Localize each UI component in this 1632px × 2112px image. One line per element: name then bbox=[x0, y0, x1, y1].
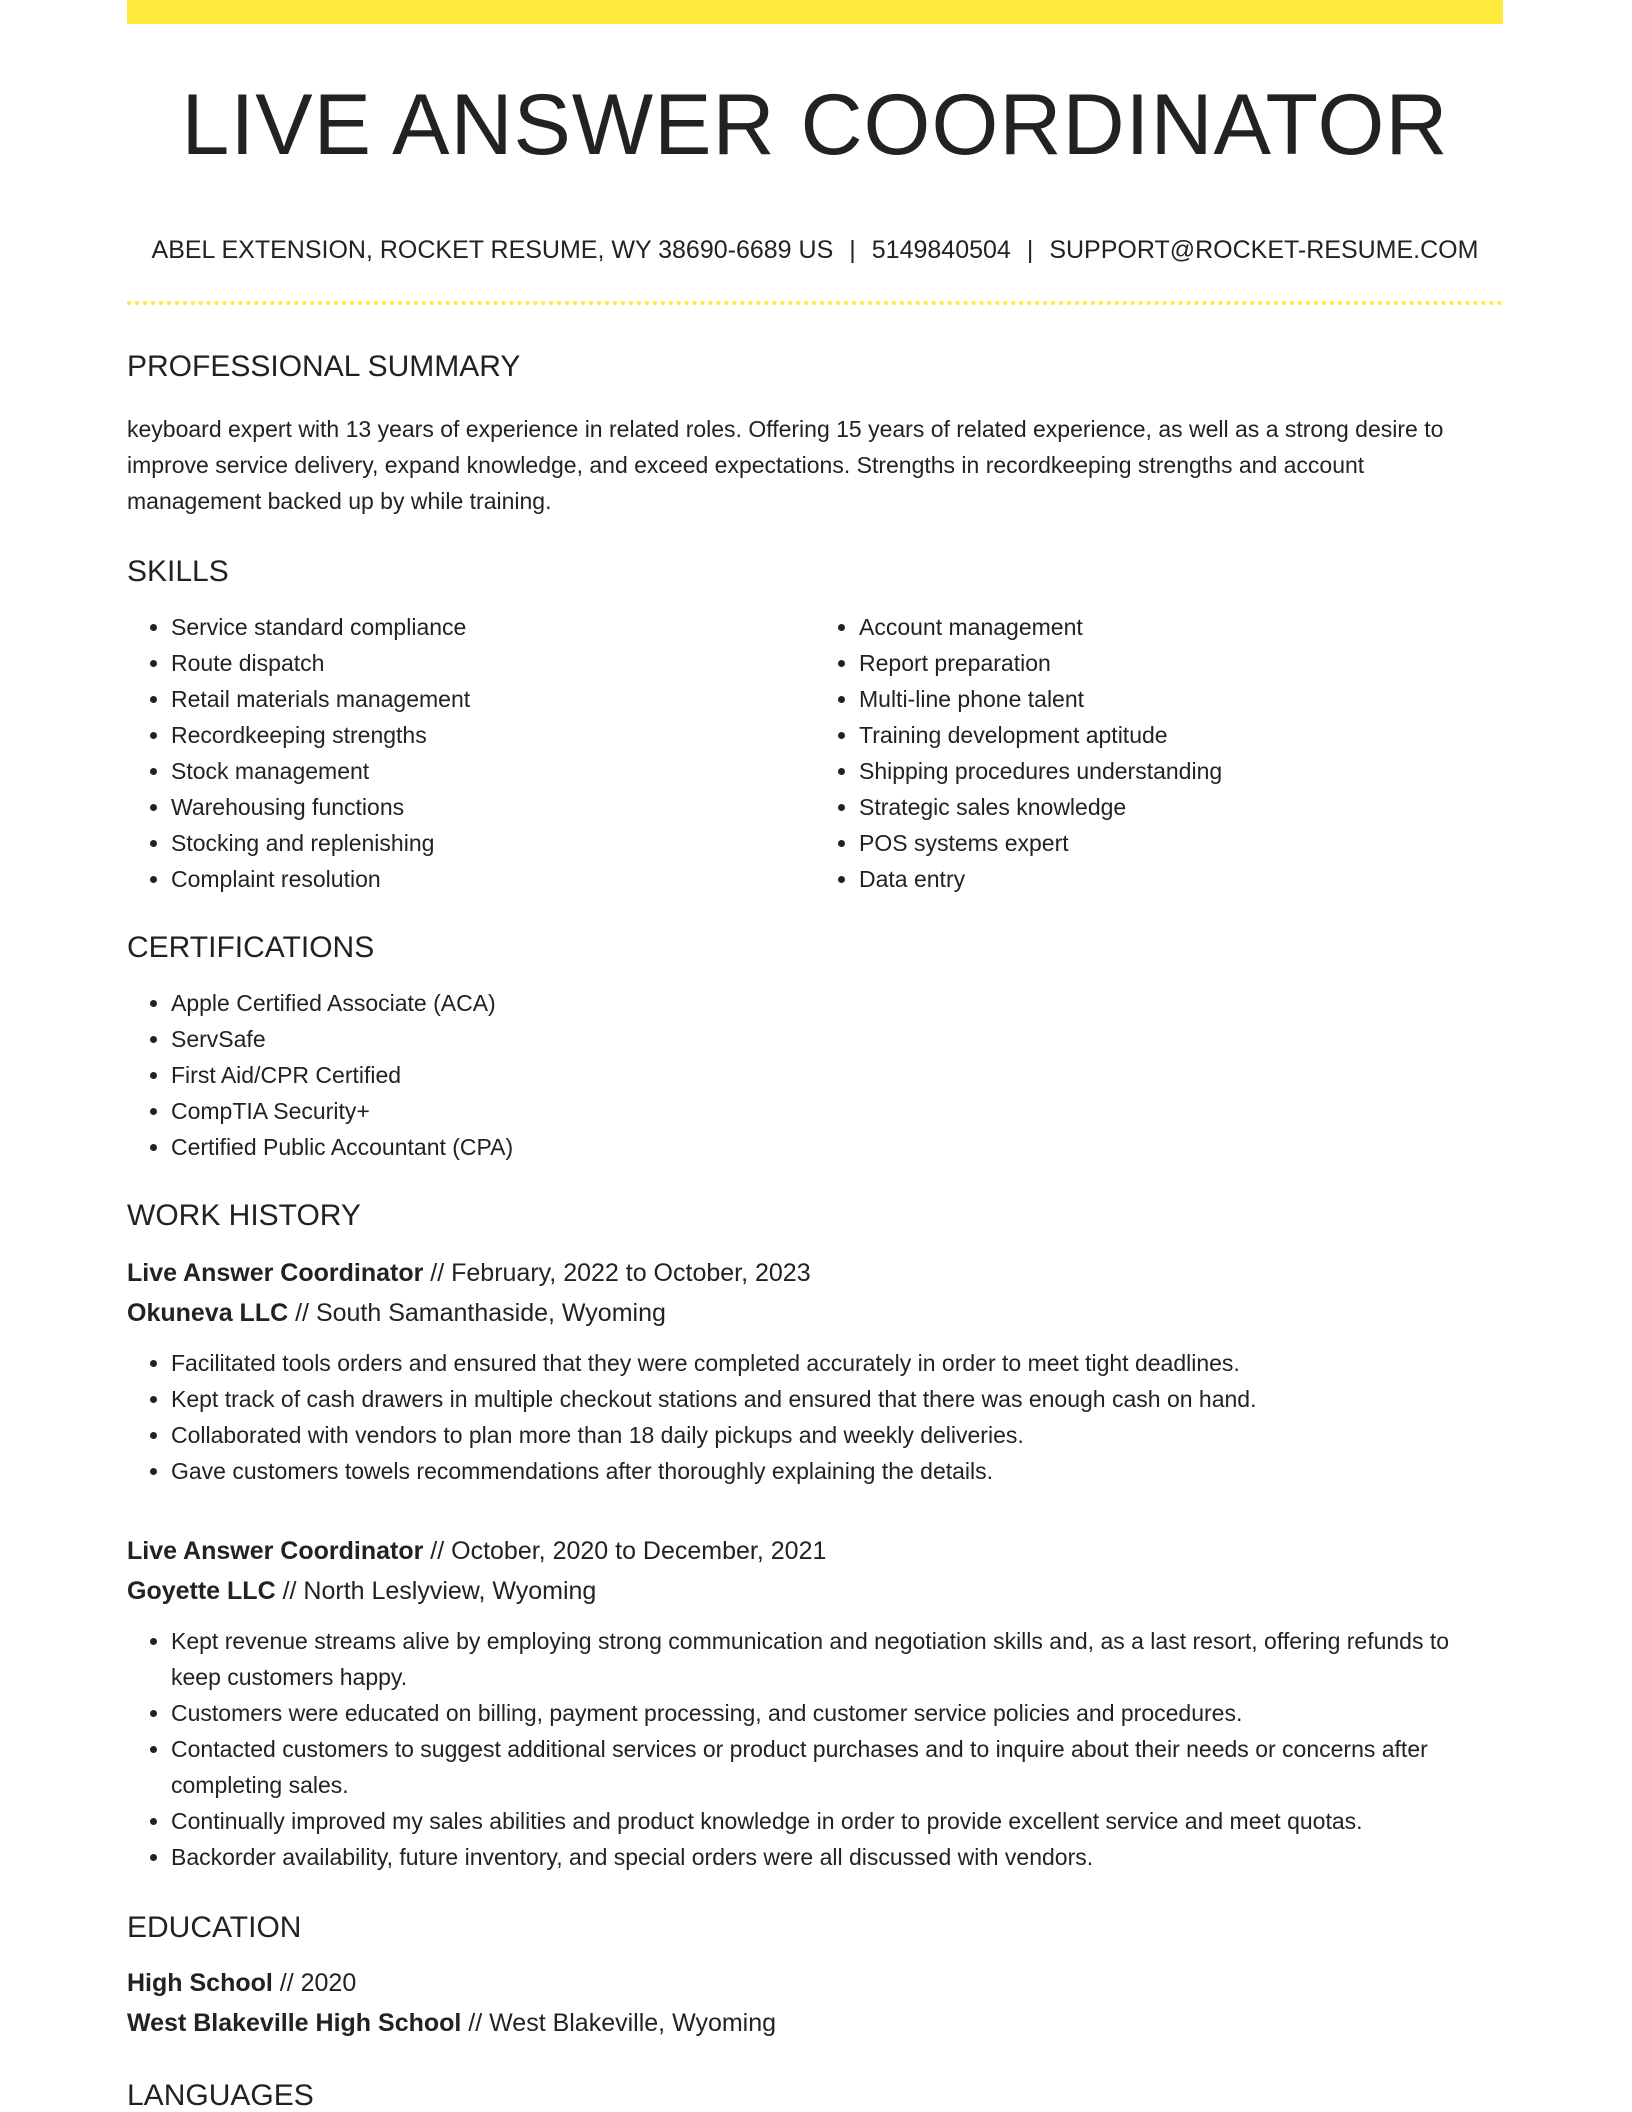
job-title: Live Answer Coordinator bbox=[127, 1259, 424, 1287]
job-bullet: • Facilitated tools orders and ensured that they were completed accurately in order to meet tight deadlines. bbox=[171, 1345, 1503, 1381]
skills-list-left bbox=[127, 609, 815, 897]
skill-item: • Shipping procedures understanding bbox=[859, 753, 1503, 789]
education-degree-line bbox=[127, 1963, 1503, 2003]
job-title: Live Answer Coordinator bbox=[127, 1537, 424, 1565]
skill-item: • Stock management bbox=[171, 753, 815, 789]
education-school-line bbox=[127, 2003, 1503, 2043]
top-accent-bar bbox=[127, 0, 1503, 24]
job-title-line bbox=[127, 1531, 1503, 1571]
skill-item: • Stocking and replenishing bbox=[171, 825, 815, 861]
skill-item: • Account management bbox=[859, 609, 1503, 645]
resume-page bbox=[127, 0, 1503, 2111]
skill-item: • Strategic sales knowledge bbox=[859, 789, 1503, 825]
skill-item: • Report preparation bbox=[859, 645, 1503, 681]
contact-separator: | bbox=[1026, 236, 1034, 264]
job-company-line bbox=[127, 1571, 1503, 1611]
job-bullet: • Contacted customers to suggest additional services or product purchases and to inquire about their needs or concerns after completing sales. bbox=[171, 1731, 1503, 1803]
education-degree: High School bbox=[127, 1969, 273, 1997]
job-bullet: • Backorder availability, future inventory, and special orders were all discussed with vendors. bbox=[171, 1839, 1503, 1875]
skills-list-right bbox=[815, 609, 1503, 897]
skill-item: • Data entry bbox=[859, 861, 1503, 897]
work-history-heading: WORK HISTORY bbox=[127, 1199, 361, 1232]
skill-item: • Recordkeeping strengths bbox=[171, 717, 815, 753]
job-location: // North Leslyview, Wyoming bbox=[275, 1577, 597, 1605]
contact-separator: | bbox=[849, 236, 856, 264]
job-bullet: • Customers were educated on billing, payment processing, and customer service policies and procedures. bbox=[171, 1695, 1503, 1731]
skill-item: • Route dispatch bbox=[171, 645, 815, 681]
education-heading: EDUCATION bbox=[127, 1911, 302, 1944]
job-bullet: • Kept track of cash drawers in multiple checkout stations and ensured that there was enough cash on hand. bbox=[171, 1381, 1503, 1417]
skill-item: • Multi-line phone talent bbox=[859, 681, 1503, 717]
job-entry bbox=[127, 1253, 1503, 1489]
job-bullet: • Collaborated with vendors to plan more than 18 daily pickups and weekly deliveries. bbox=[171, 1417, 1503, 1453]
candidate-name: LIVE ANSWER COORDINATOR bbox=[181, 77, 1449, 173]
header-divider bbox=[127, 301, 1503, 305]
certification-item: • ServSafe bbox=[171, 1021, 1503, 1057]
education-location: // West Blakeville, Wyoming bbox=[461, 2009, 777, 2037]
certification-item: • Certified Public Accountant (CPA) bbox=[171, 1129, 1503, 1165]
job-company: Okuneva LLC bbox=[127, 1299, 289, 1327]
certification-item: • CompTIA Security+ bbox=[171, 1093, 1503, 1129]
summary-heading: PROFESSIONAL SUMMARY bbox=[127, 350, 521, 383]
skills-heading: SKILLS bbox=[127, 555, 229, 588]
contact-address: ABEL EXTENSION, ROCKET RESUME, WY 38690-6689 US bbox=[151, 236, 834, 264]
job-title-line bbox=[127, 1253, 1503, 1293]
skills-columns bbox=[127, 609, 1503, 897]
job-bullets bbox=[127, 1623, 1503, 1875]
skill-item: • Complaint resolution bbox=[171, 861, 815, 897]
job-bullet: • Continually improved my sales abilities and product knowledge in order to provide excellent service and meet quotas. bbox=[171, 1803, 1503, 1839]
certification-item: • First Aid/CPR Certified bbox=[171, 1057, 1503, 1093]
job-location: // South Samanthaside, Wyoming bbox=[288, 1299, 666, 1327]
job-dates: // October, 2020 to December, 2021 bbox=[423, 1537, 827, 1565]
job-company: Goyette LLC bbox=[127, 1577, 276, 1605]
summary-text: keyboard expert with 13 years of experience in related roles. Offering 15 years of related experience, as well as a strong desire to improve service delivery, expand knowledge, and exceed expectations. Strengths in recordkeeping strengths and account management backed up by while training. bbox=[127, 416, 1444, 514]
contact-phone: 5149840504 bbox=[871, 236, 1011, 264]
education-entry bbox=[127, 1963, 1503, 2043]
skill-item: • Warehousing functions bbox=[171, 789, 815, 825]
job-bullets bbox=[127, 1345, 1503, 1489]
certifications-list bbox=[127, 985, 1503, 1165]
job-bullet: • Gave customers towels recommendations after thoroughly explaining the details. bbox=[171, 1453, 1503, 1489]
contact-email: SUPPORT@ROCKET-RESUME.COM bbox=[1049, 236, 1479, 264]
education-year: // 2020 bbox=[272, 1969, 357, 1997]
job-entry bbox=[127, 1531, 1503, 1875]
skill-item: • Service standard compliance bbox=[171, 609, 815, 645]
languages-heading: LANGUAGES bbox=[127, 2079, 314, 2112]
certifications-heading: CERTIFICATIONS bbox=[127, 931, 375, 964]
contact-line bbox=[127, 238, 1503, 263]
certification-item: • Apple Certified Associate (ACA) bbox=[171, 985, 1503, 1021]
job-dates: // February, 2022 to October, 2023 bbox=[423, 1259, 811, 1287]
job-company-line bbox=[127, 1293, 1503, 1333]
job-bullet: • Kept revenue streams alive by employing strong communication and negotiation skills and, as a last resort, offering refunds to keep customers happy. bbox=[171, 1623, 1503, 1695]
skill-item: • Retail materials management bbox=[171, 681, 815, 717]
education-school: West Blakeville High School bbox=[127, 2009, 462, 2037]
skill-item: • POS systems expert bbox=[859, 825, 1503, 861]
skill-item: • Training development aptitude bbox=[859, 717, 1503, 753]
